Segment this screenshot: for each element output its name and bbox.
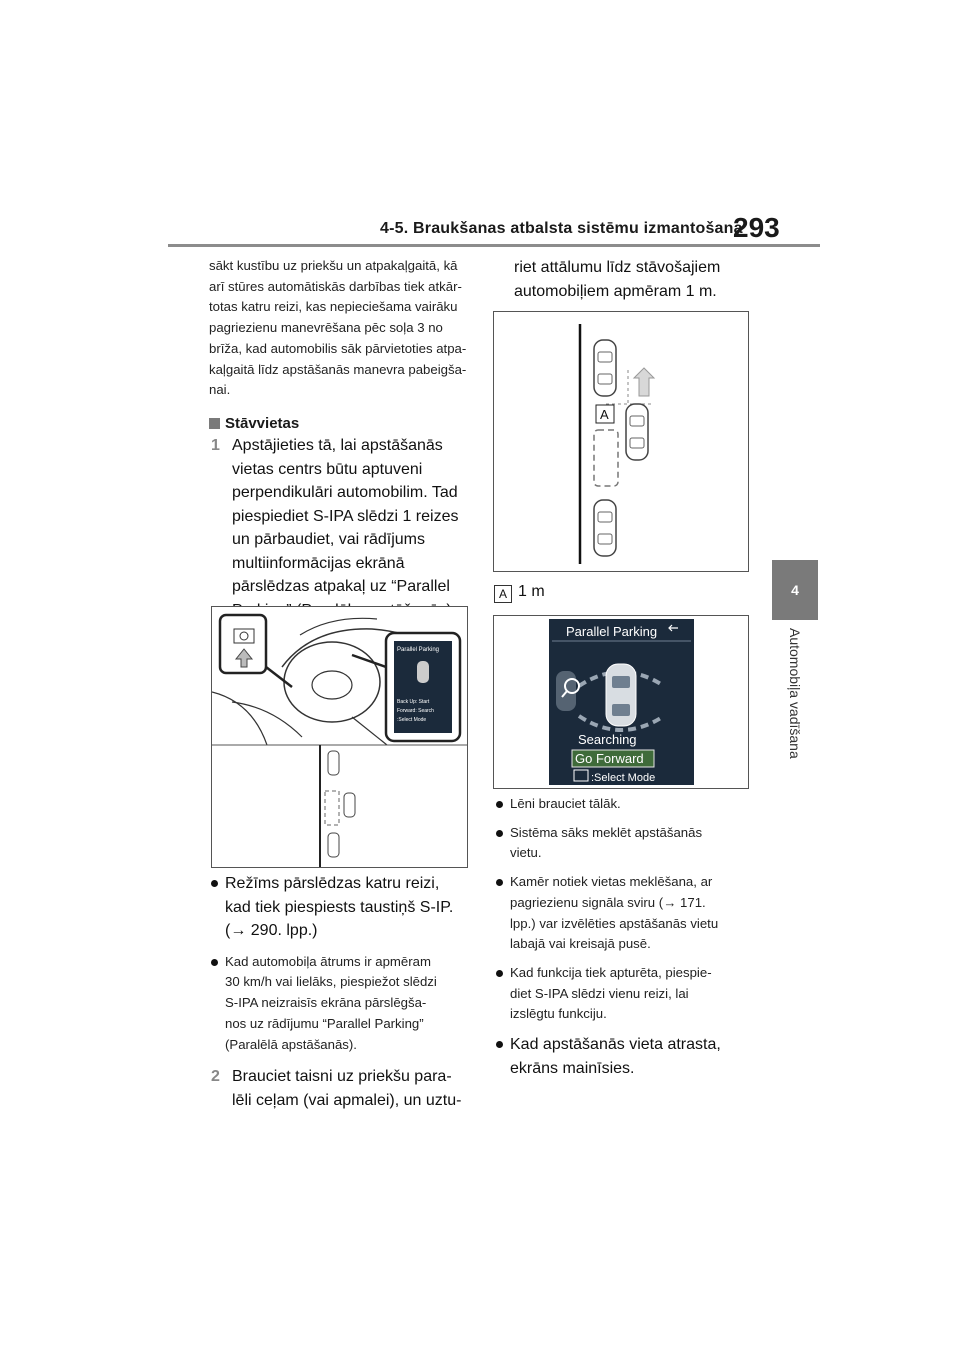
bullet-mode-switch: Režīms pārslēdzas katru reizi, kad tiek piespiests taustiņš S-IP. (→ 290. lpp.): [209, 872, 467, 943]
step-2-continuation: riet attālumu līdz stāvošajiem automobiļiem apmēram 1 m.: [514, 259, 721, 300]
bullet-stop-function: Kad funkcija tiek apturēta, piespie- diet S-IPA slēdzi vienu reizi, lai izslēgtu funkciju.: [494, 963, 750, 1025]
header-divider: [168, 244, 820, 247]
step-1: 1 Apstājieties tā, lai apstāšanās vietas centrs būtu aptuveni perpendikulāri automobilim. Tad piespiediet S-IPA slēdzi 1 reizes un pārbaudiet, vai rādījums multiinformācijas ekrānā pārslēdzas atpakaļ uz “Parallel: [209, 434, 467, 623]
cockpit-figure: [211, 606, 468, 868]
section-title: 4-5. Braukšanas atbalsta sistēmu izmantošana: [380, 220, 743, 237]
screen-title: Parallel Parking: [566, 624, 658, 639]
step-2: 2 Brauciet taisni uz priekšu para- lēli ceļam (vai apmalei), un uztu-: [209, 1065, 467, 1112]
legend-letter: A: [494, 585, 512, 603]
left-column: [209, 256, 467, 623]
svg-text::Select Mode: :Select Mode: [397, 717, 427, 723]
square-bullet-icon: [209, 418, 220, 429]
legend-text: 1 m: [518, 583, 545, 600]
bullet-speed-note: Kad automobiļa ātrums ir apmēram 30 km/h vai lielāks, piespiežot slēdzi S-IPA neizraisīs ekrāna pārslēgša- nos uz rādījumu “Parallel Parking” (Paralēlā apstāšanās).: [209, 952, 467, 1056]
display-screen-figure: [493, 615, 749, 789]
step-number: 2: [211, 1068, 220, 1086]
bullet-search-start: Sistēma sāks meklēt apstāšanās vietu.: [494, 823, 750, 864]
screen-mode: :Select Mode: [591, 772, 656, 784]
figure-legend: [494, 580, 545, 604]
page-number: 293: [733, 212, 780, 243]
svg-text:Forward: Search: Forward: Search: [397, 708, 434, 714]
chapter-side-label: Automobiļa vadīšana: [787, 628, 803, 759]
bullet-turn-signal: Kamēr notiek vietas meklēšana, ar pagriezienu signāla sviru (→ 171. lpp.) var izvēlēties apstāšanās vietu labajā vai kreisajā pusē.: [494, 872, 750, 955]
screen-action: Go Forward: [575, 751, 644, 766]
parking-distance-figure: [493, 311, 749, 572]
bullet-drive-slowly: Lēni brauciet tālāk.: [494, 794, 750, 815]
intro-paragraph: sākt kustību uz priekšu un atpakaļgaitā, kā arī stūres automātiskās darbības tiek atkār- totas katru reizi, kas nepieciešama vairāku pagriezienu manevrēšana pēc soļa 3 no brīža, kad automobilis sāk pārvietoties atpa- kaļgaitā līdz apstāšanās manevra pabeigša- nai.: [209, 258, 467, 398]
bullet-space-found: Kad apstāšanās vieta atrasta, ekrāns mainīsies.: [494, 1033, 750, 1080]
right-bullets: [494, 794, 750, 1080]
svg-text:Back Up: Start: Back Up: Start: [397, 699, 430, 705]
left-column-lower: [209, 872, 467, 1112]
fig2-label-a: A: [600, 407, 609, 422]
section-heading: Stāvvietas: [209, 415, 467, 432]
screen-status: Searching: [578, 732, 637, 747]
chapter-tab: 4: [772, 560, 818, 620]
fig1-screen-title: Parallel Parking: [397, 647, 440, 653]
step-number: 1: [211, 436, 220, 454]
